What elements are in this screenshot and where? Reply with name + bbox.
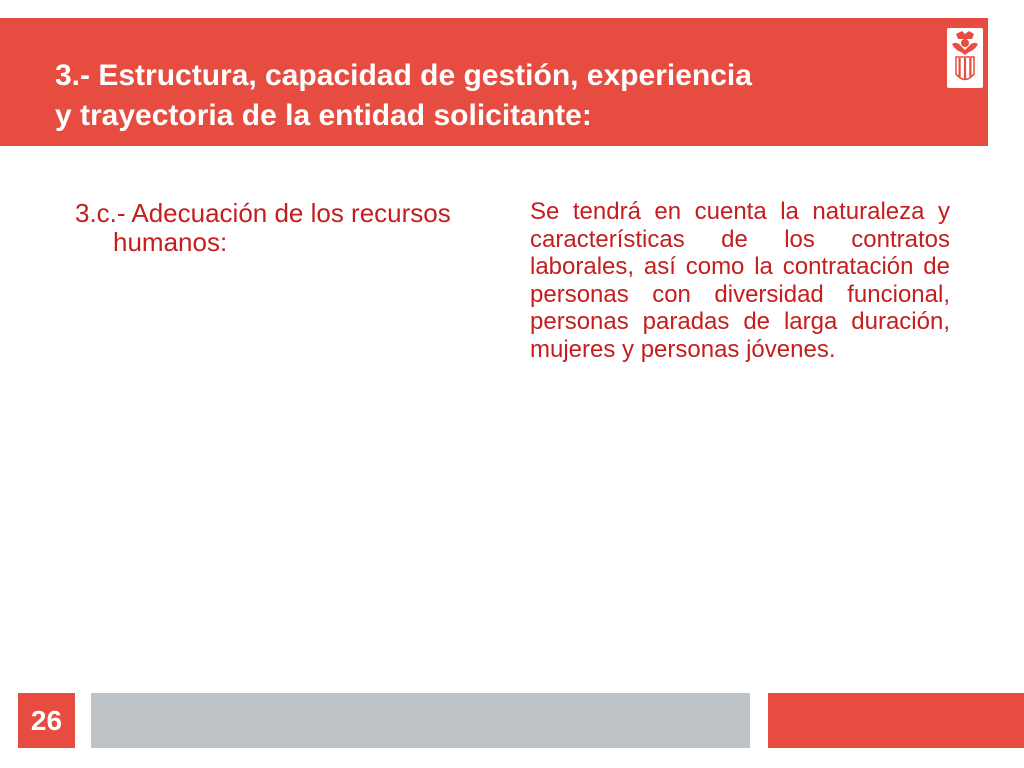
footer-red-bar — [768, 693, 1024, 748]
page-number: 26 — [18, 693, 75, 748]
generalitat-valenciana-emblem-icon — [947, 28, 983, 88]
section-heading: 3.c.- Adecuación de los recursos humanos: — [75, 198, 451, 257]
body-paragraph: Se tendrá en cuenta la naturaleza y características de los contratos laborales, así como la contratación de personas con diversidad funcional, personas paradas de larga duración, mujeres y personas jóvenes. — [530, 198, 950, 363]
footer-gray-bar — [91, 693, 750, 748]
slide-title: 3.- Estructura, capacidad de gestión, experiencia y trayectoria de la entidad solicitante: — [55, 59, 752, 132]
